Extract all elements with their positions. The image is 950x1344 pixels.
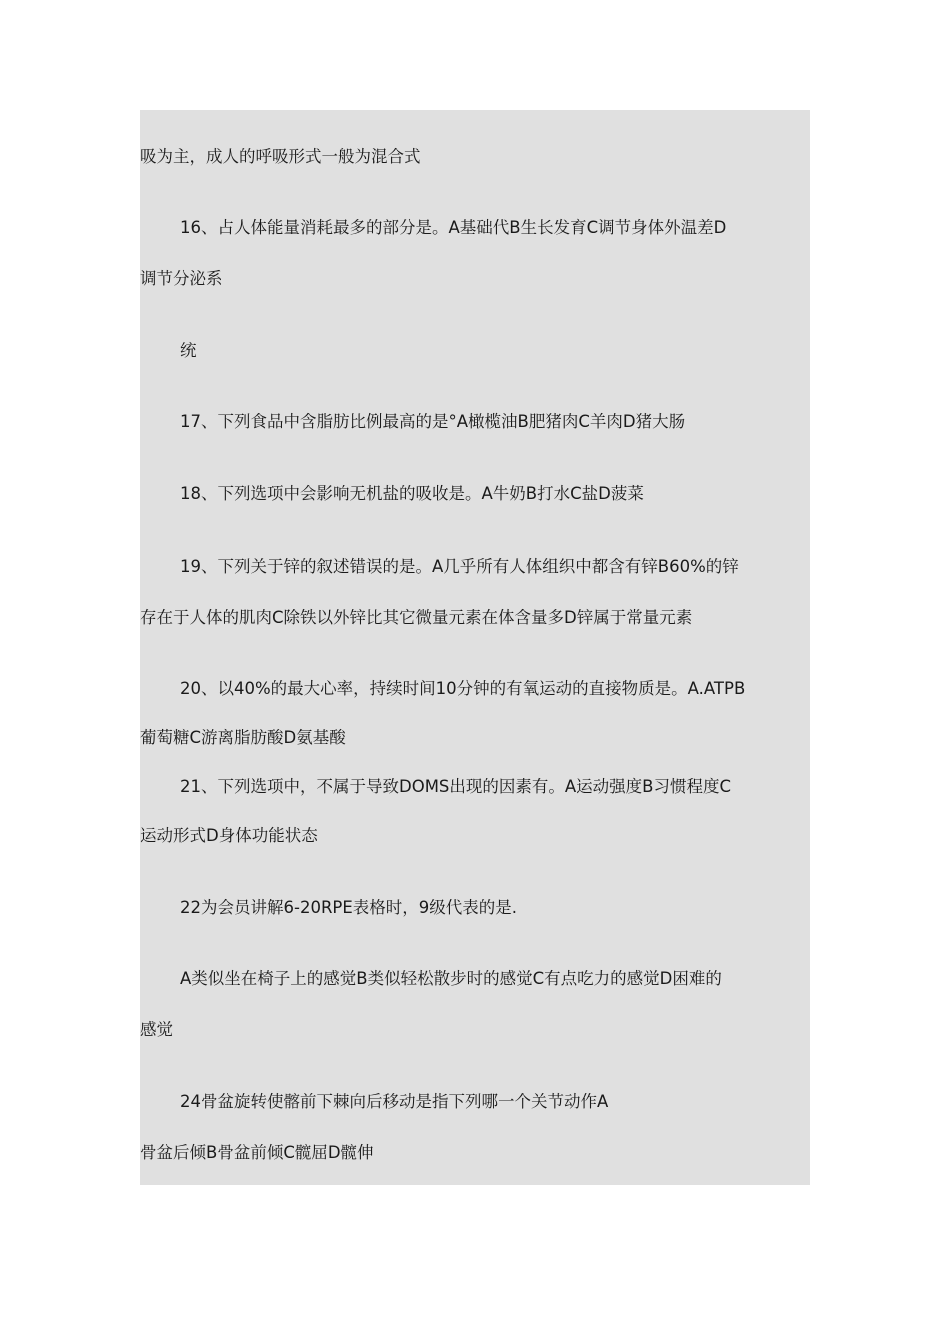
question-22-options: A类似坐在椅子上的感觉B类似轻松散步时的感觉C有点吃力的感觉D困难的 <box>180 969 722 988</box>
question-22: 22为会员讲解6-20RPE表格时，9级代表的是. <box>180 898 518 917</box>
question-21: 21、下列选项中，不属于导致DOMS出现的因素有。A运动强度B习惯程度C <box>180 777 732 796</box>
question-20-continuation: 葡萄糖C游离脂肪酸D氨基酸 <box>140 728 346 747</box>
question-16-continuation: 调节分泌系 <box>140 269 223 288</box>
question-21-continuation: 运动形式D身体功能状态 <box>140 826 318 845</box>
question-19-continuation: 存在于人体的肌肉C除铁以外锌比其它微量元素在体含量多D锌属于常量元素 <box>140 608 693 627</box>
question-16-continuation-2: 统 <box>180 341 197 360</box>
question-17: 17、下列食品中含脂肪比例最高的是°A橄榄油B肥猪肉C羊肉D猪大肠 <box>180 412 686 431</box>
document-page-panel <box>140 110 810 1185</box>
question-18: 18、下列选项中会影响无机盐的吸收是。A牛奶B打水C盐D菠菜 <box>180 484 644 503</box>
question-20: 20、以40%的最大心率，持续时间10分钟的有氧运动的直接物质是。A.ATPB <box>180 679 746 698</box>
question-24-options: 骨盆后倾B骨盆前倾C髋屈D髋伸 <box>140 1143 374 1162</box>
text-line-breathing-continuation: 吸为主，成人的呼吸形式一般为混合式 <box>140 147 421 166</box>
question-22-options-continuation: 感觉 <box>140 1020 173 1039</box>
question-24: 24骨盆旋转使髂前下棘向后移动是指下列哪一个关节动作A <box>180 1092 609 1111</box>
question-16: 16、占人体能量消耗最多的部分是。A基础代B生长发育C调节身体外温差D <box>180 218 727 237</box>
question-19: 19、下列关于锌的叙述错误的是。A几乎所有人体组织中都含有锌B60%的锌 <box>180 557 739 576</box>
